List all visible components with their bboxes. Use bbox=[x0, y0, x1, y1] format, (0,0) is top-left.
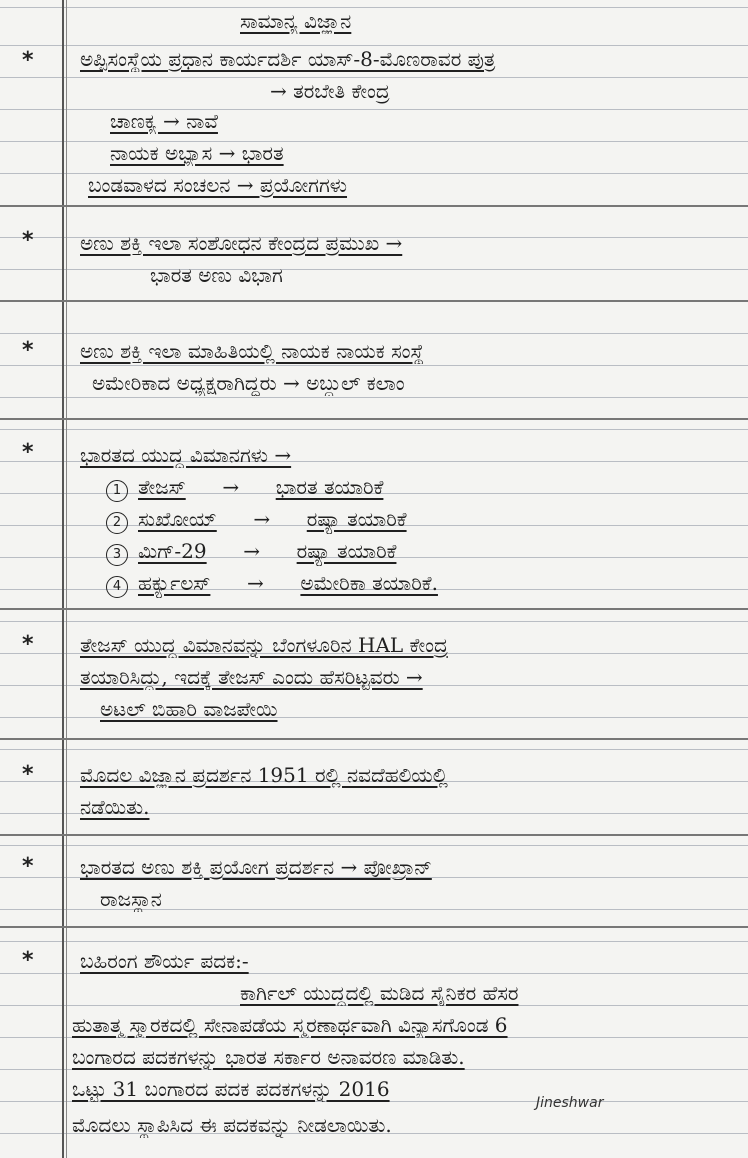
note-line: ಬಂಗಾರದ ಪದಕಗಳನ್ನು ಭಾರತ ಸರ್ಕಾರ ಅನಾವರಣ ಮಾಡಿತು. bbox=[72, 1045, 465, 1069]
note-line: ಮೊದಲ ವಿಜ್ಞಾನ ಪ್ರದರ್ಶನ 1951 ರಲ್ಲಿ ನವದೆಹಲಿಯಲ್ಲಿ bbox=[80, 763, 448, 787]
item-name: ಮಿಗ್-29 bbox=[138, 539, 207, 563]
note-line: ರಾಜಸ್ಥಾನ bbox=[100, 887, 162, 911]
list-item bbox=[106, 570, 734, 598]
item-origin: ರಷ್ಯಾ ತಯಾರಿಕೆ bbox=[306, 507, 407, 531]
note-line: ಭಾರತದ ಅಣು ಶಕ್ತಿ ಪ್ರಯೋಗ ಪ್ರದರ್ಶನ → ಪೋಖ್ರಾನ್ bbox=[80, 855, 432, 879]
arrow: → bbox=[247, 571, 264, 595]
note-line: → ತರಬೇತಿ ಕೇಂದ್ರ bbox=[270, 79, 390, 103]
bullet-marker: * bbox=[22, 440, 34, 465]
bullet-marker: * bbox=[22, 48, 34, 73]
note-line: ಅಣು ಶಕ್ತಿ ಇಲಾ ಸಂಶೋಧನ ಕೇಂದ್ರದ ಪ್ರಮುಖ → bbox=[80, 231, 403, 255]
note-line: ಒಟ್ಟು 31 ಬಂಗಾರದ ಪದಕ ಪದಕಗಳನ್ನು 2016 bbox=[72, 1077, 390, 1101]
page-title: ಸಾಮಾನ್ಯ ವಿಜ್ಞಾನ bbox=[240, 9, 352, 33]
section-divider bbox=[0, 205, 748, 207]
note-line: ಅಮೇರಿಕಾದ ಅಧ್ಯಕ್ಷರಾಗಿದ್ದರು → ಅಬ್ದುಲ್ ಕಲಾಂ bbox=[92, 371, 405, 395]
note-line: ಭಾರತ ಅಣು ವಿಭಾಗ bbox=[150, 263, 283, 287]
note-line: ಮೊದಲು ಸ್ಥಾಪಿಸಿದ ಈ ಪದಕವನ್ನು ನೀಡಲಾಯಿತು. bbox=[72, 1113, 392, 1137]
item-number: 3 bbox=[106, 544, 128, 566]
list-item bbox=[106, 538, 734, 566]
note-line: ಬಹಿರಂಗ ಶೌರ್ಯ ಪದಕ:- bbox=[80, 949, 249, 973]
section-divider bbox=[0, 834, 748, 836]
section-divider bbox=[0, 926, 748, 928]
note-line: ಬಂಡವಾಳದ ಸಂಚಲನ → ಪ್ರಯೋಗಗಳು bbox=[88, 173, 348, 197]
list-item bbox=[106, 506, 734, 534]
note-line: ನಡೆಯಿತು. bbox=[80, 795, 150, 819]
bullet-marker: * bbox=[22, 632, 34, 657]
bullet-marker: * bbox=[22, 338, 34, 363]
signature: Jineshwar bbox=[536, 1095, 604, 1111]
section-divider bbox=[0, 300, 748, 302]
note-line: ನಾಯಕ ಅಭ್ಯಾಸ → ಭಾರತ bbox=[110, 141, 284, 165]
note-line: ತಯಾರಿಸಿದ್ದು, ಇದಕ್ಕೆ ತೇಜಸ್ ಎಂದು ಹೆಸರಿಟ್ಟವರು → bbox=[80, 665, 423, 689]
section-divider bbox=[0, 418, 748, 420]
margin-line bbox=[62, 0, 64, 1158]
arrow: → bbox=[243, 539, 261, 563]
note-line: ಕಾರ್ಗಿಲ್ ಯುದ್ಧದಲ್ಲಿ ಮಡಿದ ಸೈನಿಕರ ಹೆಸರ bbox=[240, 981, 519, 1005]
bullet-marker: * bbox=[22, 228, 34, 253]
item-origin: ಅಮೇರಿಕಾ ತಯಾರಿಕೆ. bbox=[300, 571, 438, 595]
margin-line-inner bbox=[66, 0, 67, 1158]
item-origin: ಭಾರತ ತಯಾರಿಕೆ bbox=[275, 475, 384, 499]
arrow: → bbox=[222, 475, 240, 499]
item-origin: ರಷ್ಯಾ ತಯಾರಿಕೆ bbox=[296, 539, 397, 563]
note-line: ತೇಜಸ್ ಯುದ್ಧ ವಿಮಾನವನ್ನು ಬೆಂಗಳೂರಿನ HAL ಕೇಂದ್ರ bbox=[80, 633, 448, 657]
item-name: ತೇಜಸ್ bbox=[138, 475, 186, 499]
list-item bbox=[106, 474, 734, 502]
note-line: ಅಟಲ್ ಬಿಹಾರಿ ವಾಜಪೇಯಿ bbox=[100, 697, 278, 721]
note-line: ಅಣು ಶಕ್ತಿ ಇಲಾ ಮಾಹಿತಿಯಲ್ಲಿ ನಾಯಕ ನಾಯಕ ಸಂಸ್ಥೆ bbox=[80, 339, 424, 363]
item-name: ಹರ್ಕ್ಯುಲಸ್ bbox=[138, 571, 211, 595]
bullet-marker: * bbox=[22, 854, 34, 879]
note-line: ಅಪ್ಪಿಸಂಸ್ಥೆಯ ಪ್ರಧಾನ ಕಾರ್ಯದರ್ಶಿ ಯಾಸ್-8-ಮೊಣರಾವರ ಪುತ್ರ bbox=[80, 47, 496, 71]
bullet-marker: * bbox=[22, 948, 34, 973]
bullet-marker: * bbox=[22, 762, 34, 787]
note-line: ಚಾಣಕ್ಯ → ನಾವೆ bbox=[110, 109, 218, 133]
note-line: ಭಾರತದ ಯುದ್ಧ ವಿಮಾನಗಳು → bbox=[80, 443, 292, 467]
item-number: 4 bbox=[106, 576, 128, 598]
note-line: ಹುತಾತ್ಮ ಸ್ಮಾರಕದಲ್ಲಿ ಸೇನಾಪಡೆಯ ಸ್ಮರಣಾರ್ಥವಾಗಿ ವಿನ್ಯಾಸಗೊಂಡ 6 bbox=[72, 1013, 508, 1037]
item-name: ಸುಖೋಯ್ bbox=[138, 507, 217, 531]
item-number: 1 bbox=[106, 480, 128, 502]
arrow: → bbox=[253, 507, 271, 531]
item-number: 2 bbox=[106, 512, 128, 534]
section-divider bbox=[0, 608, 748, 610]
section-divider bbox=[0, 738, 748, 740]
